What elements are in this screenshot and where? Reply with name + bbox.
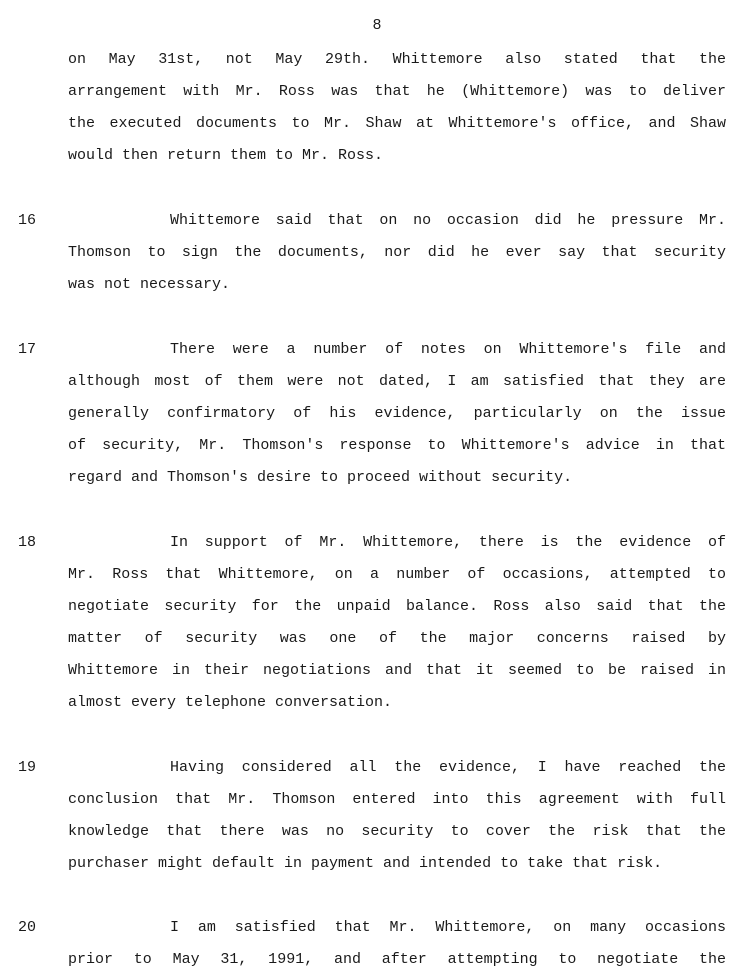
paragraph-line: Thomson to sign the documents, nor did he ever say that security [68,244,726,261]
paragraph-line: conclusion that Mr. Thomson entered into this agreement with full [68,791,726,808]
paragraph-line: In support of Mr. Whittemore, there is the evidence of [170,534,726,551]
paragraph-line: arrangement with Mr. Ross was that he (Whittemore) was to deliver [68,83,726,100]
paragraph-line: negotiate security for the unpaid balance. Ross also said that the [68,598,726,615]
paragraph-line: Whittemore said that on no occasion did he pressure Mr. [170,212,726,229]
paragraph-number: 19 [18,759,37,776]
paragraph-number: 20 [18,919,37,936]
paragraph-line: would then return them to Mr. Ross. [68,147,384,164]
paragraph-line: I am satisfied that Mr. Whittemore, on many occasions [170,919,726,936]
paragraph-line: purchaser might default in payment and intended to take that risk. [68,855,663,872]
paragraph-line: almost every telephone conversation. [68,694,393,711]
paragraph-line: knowledge that there was no security to cover the risk that the [68,823,726,840]
paragraph-line: prior to May 31, 1991, and after attempting to negotiate the [68,951,726,968]
paragraph-line: of security, Mr. Thomson's response to Whittemore's advice in that [68,437,726,454]
paragraph-number: 18 [18,534,37,551]
page-number: 8 [372,17,382,34]
paragraph-line: Mr. Ross that Whittemore, on a number of occasions, attempted to [68,566,726,583]
paragraph-line: was not necessary. [68,276,231,293]
paragraph-line: regard and Thomson's desire to proceed without security. [68,469,573,486]
paragraph-line: There were a number of notes on Whittemore's file and [170,341,726,358]
paragraph-line: the executed documents to Mr. Shaw at Whittemore's office, and Shaw [68,115,726,132]
paragraph-line: matter of security was one of the major concerns raised by [68,630,726,647]
paragraph-line: on May 31st, not May 29th. Whittemore also stated that the [68,51,726,68]
paragraph-line: Having considered all the evidence, I have reached the [170,759,726,776]
paragraph-number: 17 [18,341,37,358]
paragraph-line: Whittemore in their negotiations and that it seemed to be raised in [68,662,726,679]
paragraph-line: generally confirmatory of his evidence, particularly on the issue [68,405,726,422]
paragraph-number: 16 [18,212,37,229]
paragraph-line: although most of them were not dated, I am satisfied that they are [68,373,726,390]
